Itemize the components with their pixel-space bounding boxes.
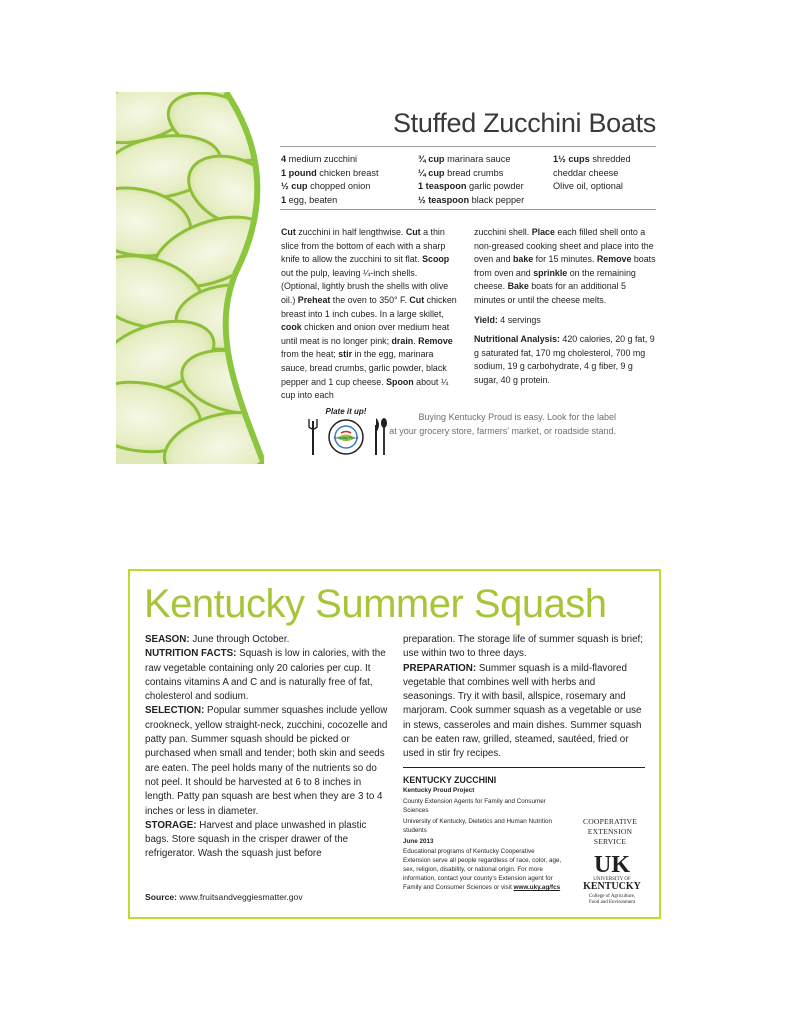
emphasis-text: sprinkle (533, 267, 568, 278)
body-text: in the egg, marinara sauce, bread crumbs, garlic powder, black pepper and 1 cup cheese. (281, 349, 447, 387)
ingredients-column-2 (418, 153, 524, 207)
body-text: Popular summer squashes include yellow crookneck, yellow straight-neck, zucchini, cocozelle and patty pan. Summer squash should be picked or purchased when small and tender; both skin and seeds are eaten. The peel holds many of the nutrients so do not peel. It should be harvested at 6 to 8 inches in length. Patty pan squash are best when they are 3 to 4 inches or less in diameter. (145, 705, 388, 817)
directions-paragraph (281, 226, 458, 403)
body-text: on the remaining cheese. (474, 267, 636, 292)
yield-value: 4 servings (497, 314, 541, 325)
emphasis-text: cook (281, 322, 302, 333)
squash-paragraph (145, 704, 390, 818)
ingredient-name: chopped onion (307, 181, 371, 192)
ingredients-column-3 (553, 153, 631, 194)
emphasis-text: Cut (405, 227, 421, 237)
ingredient-name: medium zucchini (286, 154, 358, 164)
squash-paragraph (403, 633, 645, 662)
emphasis-text: Cut (409, 294, 425, 305)
plate-it-up-logo (303, 405, 389, 459)
emphasis-text: drain (391, 335, 414, 346)
body-text: Summer squash is a mild-flavored vegetable that combines well with herbs and seasonings. Try it with basil, allspice, rosemary and marjoram. Cook summer squash as a vegetable or use in stews, casseroles and main dishes. Summer squash can be eaten raw, grilled, steamed, sautéed, fried or used in stir fry recipes. (403, 662, 642, 760)
ingredient-item (553, 180, 631, 194)
ingredient-name: bread crumbs (444, 167, 504, 178)
body-text: for 15 minutes. (533, 254, 597, 265)
nutrition-label: Nutritional Analysis: (474, 334, 560, 345)
ingredient-amount: ¼ cup (418, 167, 445, 178)
squash-paragraph (145, 819, 390, 862)
fcs-link[interactable]: www.uky.ag/fcs (513, 884, 561, 892)
ingredient-item (418, 153, 524, 167)
ingredient-name: marinara sauce (444, 154, 511, 164)
source-url: www.fruitsandveggiesmatter.gov (177, 892, 303, 902)
ingredient-amount: ½ cup (281, 181, 308, 192)
body-text: boats for an additional 5 minutes or until the cheese melts. (474, 281, 626, 305)
nutrition-value: 420 calories, 20 g fat, 9 g saturated fat, 170 mg cholesterol, 700 mg sodium, 19 g carbohydrate, 4 g fiber, 9 g sugar, 40 g protein. (474, 334, 655, 385)
yield-label: Yield: (474, 314, 498, 325)
buying-line-1: Buying Kentucky Proud is easy. Look for the label (418, 412, 616, 422)
logo-sub-text: Kentucky Proud (333, 436, 359, 440)
emphasis-text: SEASON: (145, 634, 190, 645)
body-text: chicken and onion over medium heat until meat is no longer pink; (281, 322, 450, 346)
source-line (145, 892, 303, 902)
credits-university: University of Kentucky, Dietetics and Human Nutrition students (403, 817, 552, 834)
directions-continued (474, 226, 658, 308)
zucchini-photo (116, 92, 264, 464)
uk-college-line-2: Food and Environment (588, 900, 636, 905)
body-text: out the pulp, leaving ¼-inch shells. (Optional, lightly brush the shells with olive oil.) (281, 267, 449, 305)
ingredient-item (281, 194, 379, 208)
emphasis-text: Preheat (297, 294, 331, 305)
emphasis-text: stir (338, 349, 353, 360)
credits-title: KENTUCKY ZUCCHINI (403, 775, 497, 785)
ingredient-amount: 1½ cups (553, 154, 590, 164)
ingredient-amount: 4 (281, 154, 287, 164)
emphasis-text: NUTRITION FACTS: (145, 648, 237, 660)
ingredient-name: black pepper (469, 194, 525, 205)
ingredient-amount: ¾ cup (418, 154, 445, 164)
ingredient-item (281, 153, 379, 167)
ingredient-name: Olive oil, optional (553, 181, 623, 192)
emphasis-text: Remove (596, 254, 632, 265)
emphasis-text: SELECTION: (145, 705, 205, 717)
buying-line-2: at your grocery store, farmers’ market, or roadside stand. (389, 425, 616, 436)
ingredient-name: cheddar cheese (553, 167, 619, 178)
body-text: about ¼ cup into each (281, 376, 449, 401)
emphasis-text: STORAGE: (145, 819, 197, 831)
knife-icon (376, 418, 379, 455)
emphasis-text: Remove (418, 335, 453, 346)
recipe-title: Stuffed Zucchini Boats (392, 108, 656, 138)
zucchini-slices-image (116, 92, 264, 464)
body-text: Squash is low in calories, with the raw vegetable containing only 20 calories per cup. It contains vitamins A and C and is naturally free of fat, cholesterol and sodium. (145, 648, 386, 703)
ingredient-item (418, 194, 524, 208)
fork-icon (309, 419, 317, 455)
uk-kentucky: KENTUCKY (583, 881, 641, 892)
logo-text: Plate it up! (325, 407, 367, 416)
uk-university-of: UNIVERSITY OF (593, 877, 631, 882)
squash-left-column (145, 633, 390, 862)
body-text: preparation. The storage life of summer squash is brief; use within two to three days. (403, 634, 643, 660)
body-text: from the heat; (281, 349, 339, 360)
directions-right (474, 226, 658, 394)
credits-block (403, 774, 563, 895)
body-text: the oven to 350° F. (330, 294, 410, 305)
ingredient-name: garlic powder (466, 181, 524, 192)
squash-title: Kentucky Summer Squash (144, 582, 607, 626)
squash-right-column (403, 633, 645, 762)
credits-statement: Educational programs of Kentucky Cooperative Extension serve all people regardless of race, color, age, sex, religion, disability, or national origin. For more information, contact your county’s Extension agent for Family and Consumer Sciences or visit www.uky.ag/fcs (403, 848, 562, 892)
body-text: chicken breast into 1 inch cubes. In a large skillet, (281, 294, 457, 319)
squash-paragraph (145, 633, 390, 647)
ingredient-item (418, 167, 524, 181)
body-text: a thin slice from the bottom of each with a sharp knife to allow the zucchini to sit flat. (281, 227, 446, 265)
emphasis-text: PREPARATION: (403, 662, 477, 674)
emphasis-text: Place (531, 227, 555, 237)
ingredient-amount: 1 pound (281, 167, 317, 178)
yield (474, 314, 658, 328)
credits-divider (403, 767, 645, 768)
source-label: Source: (145, 892, 177, 902)
emphasis-text: bake (512, 254, 534, 265)
ingredient-item (553, 167, 631, 181)
buying-kentucky-proud-text (388, 411, 616, 438)
body-text: each filled shell onto a non-greased cooking sheet and place into the oven and (474, 227, 654, 265)
emphasis-text: Cut (281, 227, 296, 237)
ingredients-column-1 (281, 153, 379, 207)
spoon-icon (381, 418, 387, 455)
uk-logo (574, 850, 650, 906)
credits-date: June 2013 (403, 837, 434, 845)
body-text: Harvest and place unwashed in plastic bags. Store squash in the crisper drawer of the refrigerator. Wash the squash just before (145, 819, 367, 860)
credits-project: Kentucky Proud Project (403, 787, 475, 794)
body-text: June through October. (189, 634, 290, 645)
cooperative-extension-service: COOPERATIVE EXTENSION SERVICE (582, 817, 638, 846)
ingredient-item (553, 153, 631, 167)
emphasis-text: Scoop (422, 254, 450, 265)
emphasis-text: Spoon (386, 376, 414, 387)
ingredient-amount: 1 teaspoon (418, 181, 467, 192)
ingredient-item (418, 180, 524, 194)
ingredient-name: chicken breast (316, 167, 379, 178)
emphasis-text: Bake (507, 281, 529, 292)
ingredient-name: shredded (589, 154, 631, 164)
body-text: boats from oven and (474, 254, 656, 278)
uk-college-line-1: College of Agriculture, (588, 894, 636, 899)
ingredient-item (281, 167, 379, 181)
squash-paragraph (145, 647, 390, 704)
uk-mark: UK (594, 852, 630, 878)
ingredient-amount: 1 (281, 194, 287, 205)
squash-paragraph (403, 662, 645, 762)
ingredients-divider (280, 209, 656, 210)
body-text: zucchini shell. (474, 227, 532, 237)
nutrition (474, 333, 658, 387)
ingredient-name: egg, beaten (286, 194, 338, 205)
directions-left (281, 226, 458, 409)
body-text: . (413, 335, 419, 346)
body-text: zucchini in half lengthwise. (295, 227, 406, 237)
ingredient-item (281, 180, 379, 194)
credits-agents: County Extension Agents for Family and Consumer Sciences (403, 797, 546, 814)
title-divider (280, 146, 656, 147)
ingredient-amount: ½ teaspoon (418, 194, 470, 205)
